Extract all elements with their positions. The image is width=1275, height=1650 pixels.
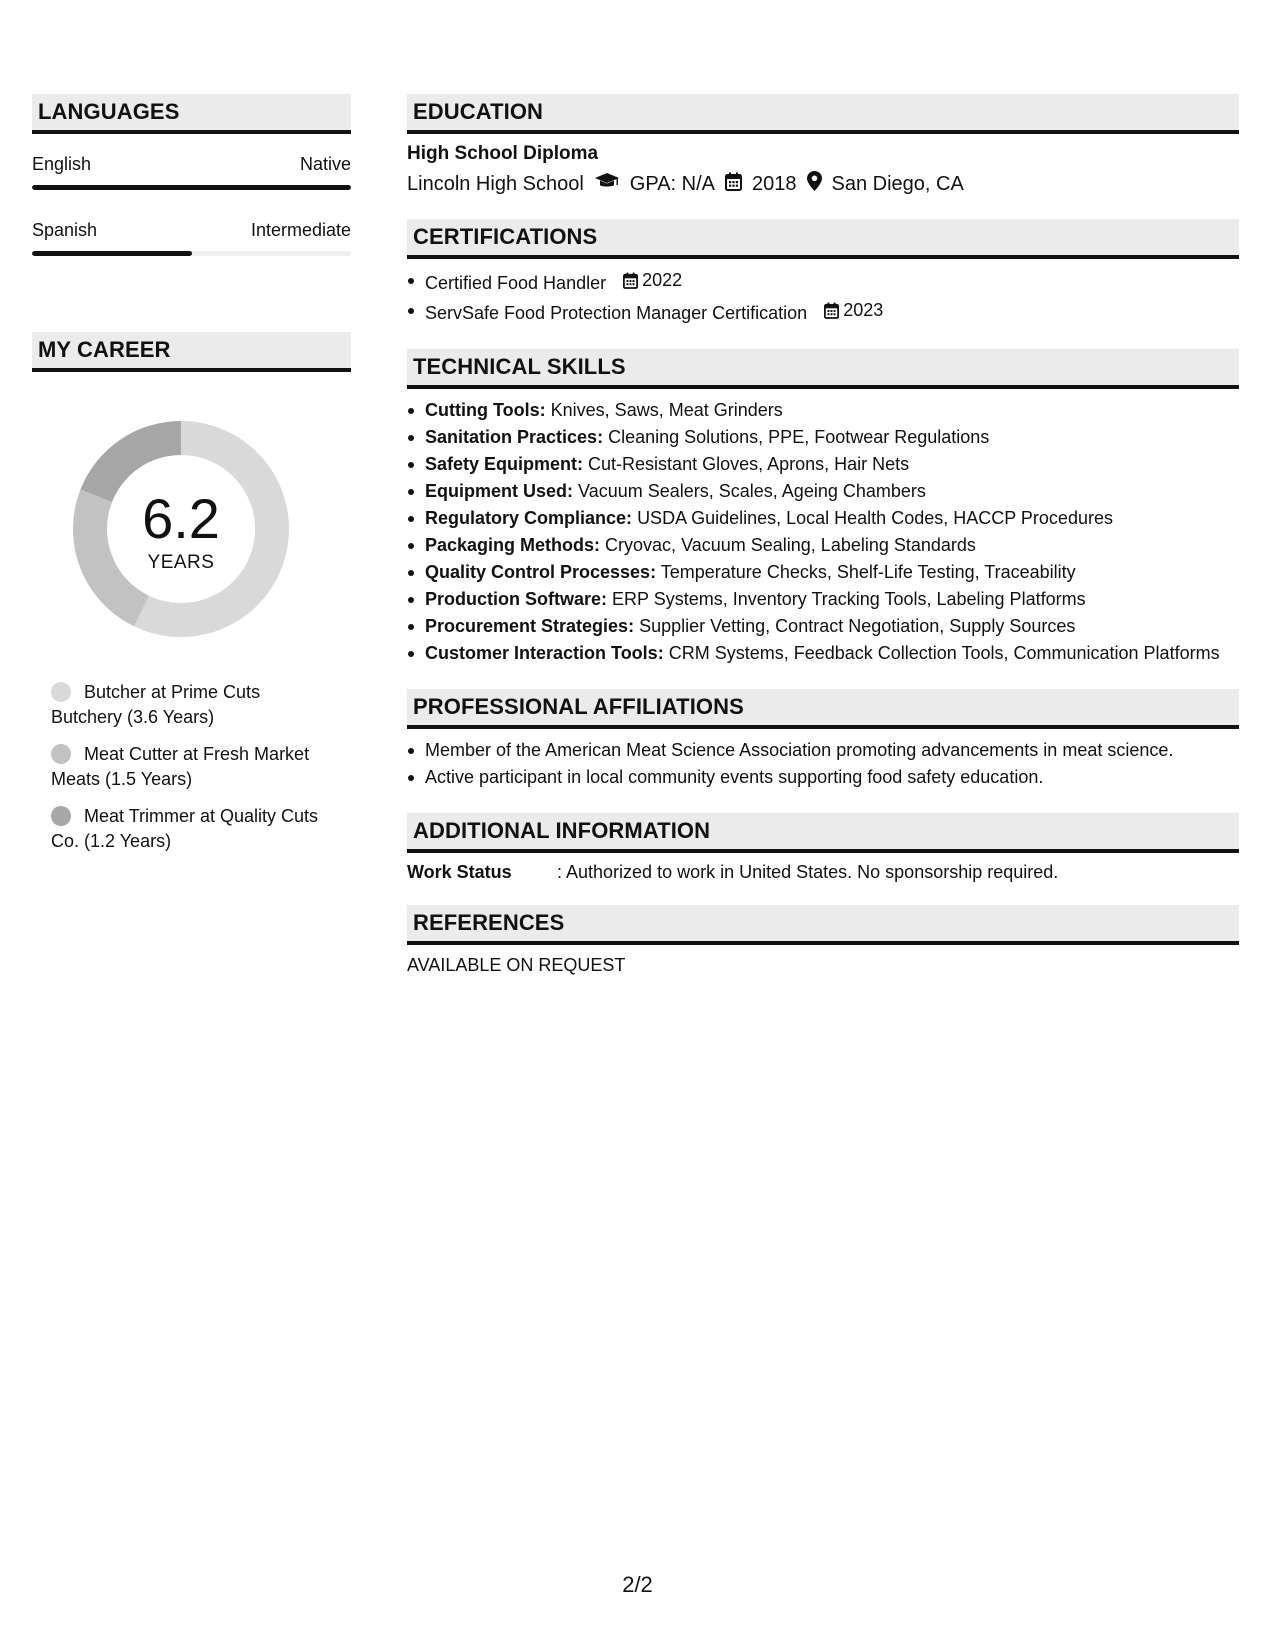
certification-year: 2022 bbox=[642, 270, 683, 290]
additional-info-heading: ADDITIONAL INFORMATION bbox=[407, 813, 1239, 853]
affiliations-list bbox=[407, 737, 1239, 791]
skill-value: USDA Guidelines, Local Health Codes, HACCP Procedures bbox=[637, 508, 1113, 528]
technical-skills-list bbox=[407, 397, 1239, 667]
skill-name: Sanitation Practices: bbox=[425, 427, 604, 447]
career-total-value: 6.2 bbox=[142, 487, 220, 550]
list-item bbox=[407, 451, 1239, 478]
language-level: Native bbox=[299, 154, 351, 174]
work-status-row bbox=[407, 862, 1239, 883]
legend-label: Meat Cutter at Fresh Market Meats (1.5 Years) bbox=[51, 744, 310, 789]
list-item bbox=[407, 586, 1239, 613]
list-item bbox=[407, 532, 1239, 559]
legend-dot bbox=[51, 682, 71, 702]
legend-item bbox=[51, 804, 332, 854]
education-heading: EDUCATION bbox=[407, 94, 1239, 134]
education-details bbox=[407, 171, 1239, 197]
calendar-icon bbox=[824, 302, 839, 319]
list-item bbox=[407, 613, 1239, 640]
language-name: Spanish bbox=[32, 220, 98, 240]
legend-dot bbox=[51, 806, 71, 826]
list-item bbox=[407, 424, 1239, 451]
calendar-icon bbox=[623, 272, 638, 289]
career-total-unit: YEARS bbox=[147, 552, 215, 573]
work-status-label: Work Status bbox=[407, 862, 512, 882]
legend-label: Meat Trimmer at Quality Cuts Co. (1.2 Years) bbox=[51, 806, 319, 851]
education-degree: High School Diploma bbox=[407, 143, 599, 164]
right-column bbox=[407, 94, 1239, 976]
legend-item bbox=[51, 742, 332, 792]
references-heading: REFERENCES bbox=[407, 905, 1239, 945]
education-year: 2018 bbox=[752, 172, 797, 195]
language-item bbox=[32, 220, 351, 256]
left-column bbox=[32, 94, 351, 866]
graduation-cap-icon bbox=[594, 172, 620, 196]
work-status-value: : Authorized to work in United States. No sponsorship required. bbox=[557, 862, 1059, 882]
education-location: San Diego, CA bbox=[831, 172, 964, 195]
legend-dot bbox=[51, 744, 71, 764]
list-item bbox=[407, 640, 1239, 667]
education-gpa: GPA: N/A bbox=[629, 172, 715, 195]
language-name: English bbox=[32, 154, 92, 174]
certifications-list bbox=[407, 267, 1239, 327]
skill-value: ERP Systems, Inventory Tracking Tools, Labeling Platforms bbox=[612, 589, 1086, 609]
skill-name: Cutting Tools: bbox=[425, 400, 546, 420]
skill-name: Procurement Strategies: bbox=[425, 616, 635, 636]
location-pin-icon bbox=[807, 171, 822, 197]
calendar-icon bbox=[725, 172, 742, 197]
career-heading: MY CAREER bbox=[32, 332, 351, 372]
career-donut-chart bbox=[66, 414, 296, 644]
list-item bbox=[407, 505, 1239, 532]
affiliations-heading: PROFESSIONAL AFFILIATIONS bbox=[407, 689, 1239, 729]
language-level: Intermediate bbox=[250, 220, 351, 240]
career-legend bbox=[32, 680, 332, 854]
skill-name: Equipment Used: bbox=[425, 481, 574, 501]
skill-value: Knives, Saws, Meat Grinders bbox=[550, 400, 783, 420]
certification-name: ServSafe Food Protection Manager Certification bbox=[425, 303, 808, 323]
page-number: 2/2 bbox=[622, 1572, 653, 1597]
list-item bbox=[407, 397, 1239, 424]
language-bar bbox=[32, 185, 351, 190]
references-text: AVAILABLE ON REQUEST bbox=[407, 955, 626, 975]
skill-name: Customer Interaction Tools: bbox=[425, 643, 664, 663]
skill-name: Quality Control Processes: bbox=[425, 562, 657, 582]
education-school: Lincoln High School bbox=[407, 172, 584, 195]
list-item bbox=[407, 478, 1239, 505]
language-bar bbox=[32, 251, 351, 256]
skill-value: Cleaning Solutions, PPE, Footwear Regulations bbox=[608, 427, 990, 447]
language-item bbox=[32, 154, 351, 190]
list-item bbox=[407, 297, 1239, 327]
skill-value: CRM Systems, Feedback Collection Tools, Communication Platforms bbox=[668, 643, 1220, 663]
languages-heading: LANGUAGES bbox=[32, 94, 351, 134]
skill-name: Production Software: bbox=[425, 589, 608, 609]
skill-value: Supplier Vetting, Contract Negotiation, Supply Sources bbox=[639, 616, 1076, 636]
certification-name: Certified Food Handler bbox=[425, 273, 607, 293]
technical-skills-heading: TECHNICAL SKILLS bbox=[407, 349, 1239, 389]
list-item: Active participant in local community events supporting food safety education. bbox=[407, 764, 1239, 791]
skill-name: Safety Equipment: bbox=[425, 454, 584, 474]
language-bar-fill bbox=[32, 251, 192, 256]
skill-value: Vacuum Sealers, Scales, Ageing Chambers bbox=[578, 481, 926, 501]
list-item: Member of the American Meat Science Association promoting advancements in meat science. bbox=[407, 737, 1239, 764]
skill-value: Cut-Resistant Gloves, Aprons, Hair Nets bbox=[588, 454, 910, 474]
skill-name: Packaging Methods: bbox=[425, 535, 601, 555]
list-item bbox=[407, 559, 1239, 586]
language-bar-fill bbox=[32, 185, 351, 190]
list-item bbox=[407, 267, 1239, 297]
certifications-heading: CERTIFICATIONS bbox=[407, 219, 1239, 259]
skill-name: Regulatory Compliance: bbox=[425, 508, 633, 528]
legend-label: Butcher at Prime Cuts Butchery (3.6 Years) bbox=[51, 682, 261, 727]
skill-value: Temperature Checks, Shelf-Life Testing, Traceability bbox=[660, 562, 1076, 582]
legend-item bbox=[51, 680, 332, 730]
skill-value: Cryovac, Vacuum Sealing, Labeling Standards bbox=[605, 535, 976, 555]
certification-year: 2023 bbox=[843, 300, 884, 320]
